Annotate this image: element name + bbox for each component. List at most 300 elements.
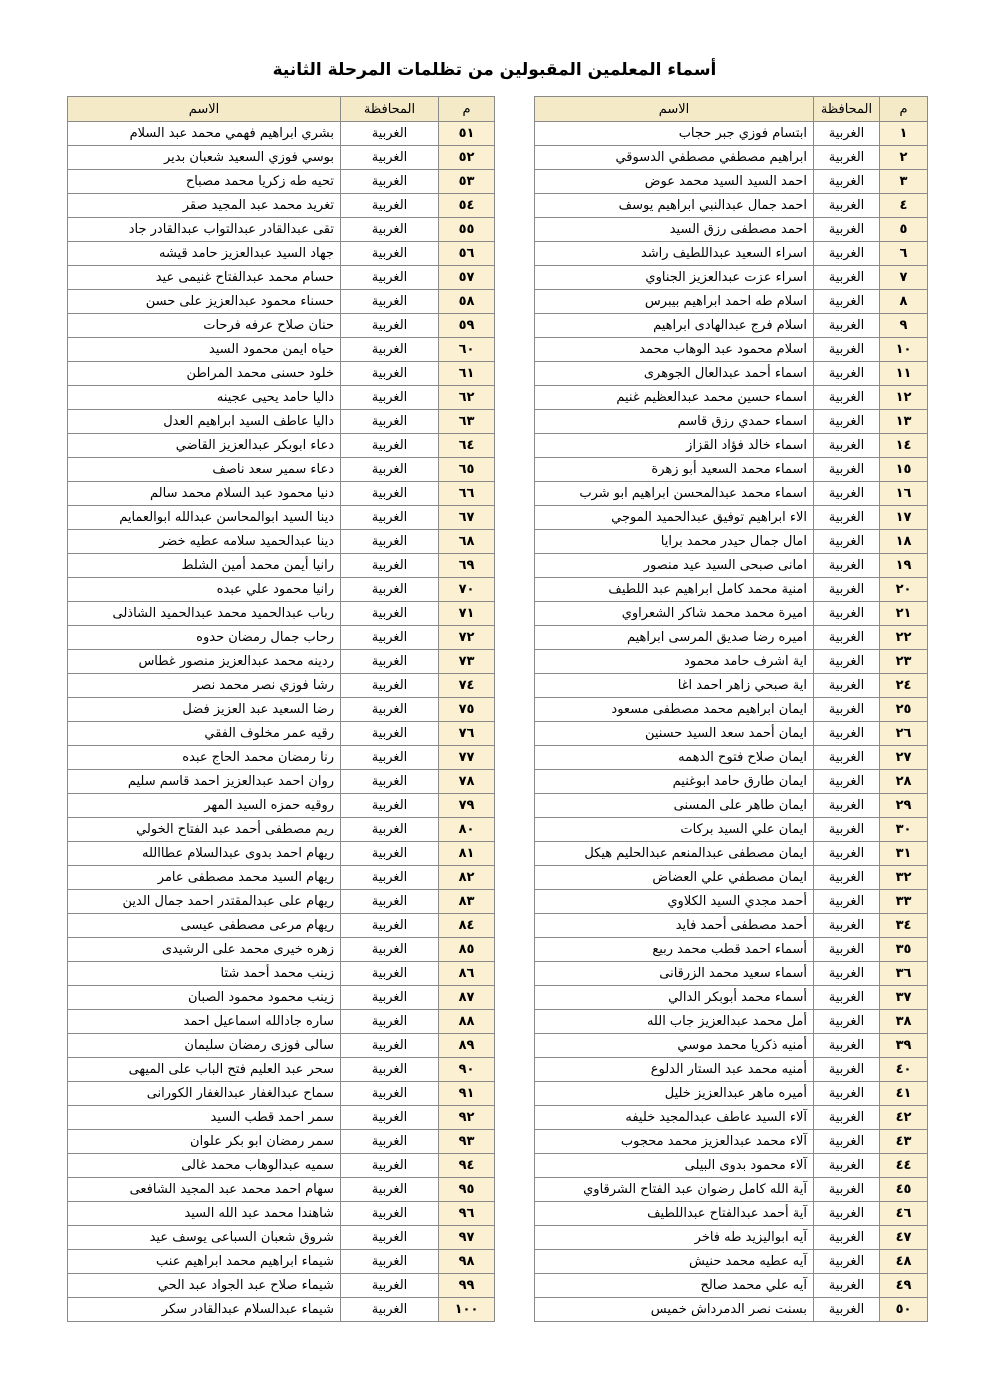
row-name: اسماء حسين محمد عبدالعظيم غنيم xyxy=(535,386,814,410)
row-number: ٥٠ xyxy=(880,1298,928,1322)
row-number: ٣٦ xyxy=(880,962,928,986)
table-row xyxy=(68,794,495,818)
row-governorate: الغربية xyxy=(341,626,439,650)
row-number: ٥٥ xyxy=(439,218,495,242)
row-name: اسماء خالد فؤاد القزاز xyxy=(535,434,814,458)
row-governorate: الغربية xyxy=(814,1154,880,1178)
row-name: اسلام فرج عبدالهادى ابراهيم xyxy=(535,314,814,338)
row-name: ايمان علي السيد بركات xyxy=(535,818,814,842)
row-name: بوسي فوزي السعيد شعبان بدير xyxy=(68,146,341,170)
table-row xyxy=(68,362,495,386)
table-row xyxy=(535,386,928,410)
row-governorate: الغربية xyxy=(341,530,439,554)
row-governorate: الغربية xyxy=(814,290,880,314)
table-body-right xyxy=(535,122,928,1322)
table-row xyxy=(535,962,928,986)
row-number: ٦٧ xyxy=(439,506,495,530)
row-number: ٧٢ xyxy=(439,626,495,650)
row-number: ٥٦ xyxy=(439,242,495,266)
row-governorate: الغربية xyxy=(341,386,439,410)
row-number: ١٢ xyxy=(880,386,928,410)
row-governorate: الغربية xyxy=(341,242,439,266)
row-number: ٤ xyxy=(880,194,928,218)
row-governorate: الغربية xyxy=(814,770,880,794)
table-row xyxy=(68,434,495,458)
row-governorate: الغربية xyxy=(341,794,439,818)
table-row xyxy=(535,530,928,554)
table-row xyxy=(68,1130,495,1154)
row-name: روقيه حمزه السيد المهر xyxy=(68,794,341,818)
row-name: سحر عبد العليم فتح الباب على الميهى xyxy=(68,1058,341,1082)
row-number: ٣٧ xyxy=(880,986,928,1010)
row-number: ٤٤ xyxy=(880,1154,928,1178)
row-governorate: الغربية xyxy=(341,146,439,170)
row-name: امال جمال حيدر محمد برايا xyxy=(535,530,814,554)
row-governorate: الغربية xyxy=(341,914,439,938)
row-name: رنا رمضان محمد الحاج عبده xyxy=(68,746,341,770)
row-name: ابراهيم مصطفي مصطفي الدسوقي xyxy=(535,146,814,170)
row-number: ٨٥ xyxy=(439,938,495,962)
table-row xyxy=(68,1298,495,1322)
row-name: اسلام محمود عبد الوهاب محمد xyxy=(535,338,814,362)
table-row xyxy=(68,626,495,650)
table-row xyxy=(68,1226,495,1250)
table-row xyxy=(68,578,495,602)
row-name: رضا السعيد عبد العزيز فضل xyxy=(68,698,341,722)
table-row xyxy=(535,602,928,626)
table-row xyxy=(535,1226,928,1250)
row-governorate: الغربية xyxy=(341,554,439,578)
row-name: ريهام احمد بدوى عبدالسلام عطاالله xyxy=(68,842,341,866)
row-number: ٩٧ xyxy=(439,1226,495,1250)
row-name: اسماء أحمد عبدالعال الجوهرى xyxy=(535,362,814,386)
row-name: سميه عبدالوهاب محمد غالى xyxy=(68,1154,341,1178)
row-number: ٦٩ xyxy=(439,554,495,578)
table-row xyxy=(68,722,495,746)
row-governorate: الغربية xyxy=(814,650,880,674)
row-name: ايمان أحمد سعد السيد حسنين xyxy=(535,722,814,746)
row-name: اسماء حمدي رزق قاسم xyxy=(535,410,814,434)
row-name: رقيه عمر مخلوف الفقي xyxy=(68,722,341,746)
row-number: ٨٤ xyxy=(439,914,495,938)
row-governorate: الغربية xyxy=(341,650,439,674)
names-table-right xyxy=(534,96,928,1322)
row-name: أحمد مجدي السيد الكلاوي xyxy=(535,890,814,914)
row-governorate: الغربية xyxy=(341,482,439,506)
table-row xyxy=(535,1058,928,1082)
row-number: ٥٤ xyxy=(439,194,495,218)
table-row xyxy=(535,1274,928,1298)
row-name: حياه ايمن محمود السيد xyxy=(68,338,341,362)
row-governorate: الغربية xyxy=(341,218,439,242)
row-name: احمد السيد السيد محمد عوض xyxy=(535,170,814,194)
row-governorate: الغربية xyxy=(814,962,880,986)
row-governorate: الغربية xyxy=(814,506,880,530)
row-number: ٨٨ xyxy=(439,1010,495,1034)
row-name: آلاء محمود بدوى البيلى xyxy=(535,1154,814,1178)
row-number: ٤٢ xyxy=(880,1106,928,1130)
row-governorate: الغربية xyxy=(341,890,439,914)
table-row xyxy=(68,458,495,482)
row-number: ٥٧ xyxy=(439,266,495,290)
row-number: ٤٣ xyxy=(880,1130,928,1154)
row-governorate: الغربية xyxy=(341,866,439,890)
row-number: ١١ xyxy=(880,362,928,386)
table-row xyxy=(68,194,495,218)
table-row xyxy=(535,1298,928,1322)
row-name: الاء ابراهيم توفيق عبدالحميد الموجي xyxy=(535,506,814,530)
row-governorate: الغربية xyxy=(814,578,880,602)
row-number: ٩٤ xyxy=(439,1154,495,1178)
row-name: أسماء سعيد محمد الزرقانى xyxy=(535,962,814,986)
row-number: ٢٧ xyxy=(880,746,928,770)
table-row xyxy=(535,122,928,146)
table-row xyxy=(68,530,495,554)
row-governorate: الغربية xyxy=(814,794,880,818)
row-governorate: الغربية xyxy=(814,1178,880,1202)
table-row xyxy=(535,146,928,170)
table-row xyxy=(535,650,928,674)
row-name: آية الله كامل رضوان عبد الفتاح الشرقاوي xyxy=(535,1178,814,1202)
row-name: بشري ابراهيم فهمي محمد عبد السلام xyxy=(68,122,341,146)
row-name: ايمان طارق حامد ابوغنيم xyxy=(535,770,814,794)
row-governorate: الغربية xyxy=(814,434,880,458)
table-row xyxy=(535,698,928,722)
table-row xyxy=(68,1178,495,1202)
row-name: سماح عبدالغفار عبدالغفار الكورانى xyxy=(68,1082,341,1106)
row-governorate: الغربية xyxy=(814,986,880,1010)
row-governorate: الغربية xyxy=(814,218,880,242)
table-row xyxy=(535,554,928,578)
header-governorate: المحافظة xyxy=(341,97,439,122)
row-number: ٣٥ xyxy=(880,938,928,962)
row-governorate: الغربية xyxy=(341,338,439,362)
table-row xyxy=(535,890,928,914)
row-governorate: الغربية xyxy=(814,410,880,434)
row-number: ٩٥ xyxy=(439,1178,495,1202)
row-number: ٨٦ xyxy=(439,962,495,986)
table-row xyxy=(535,626,928,650)
row-name: ايمان مصطفي علي العضاض xyxy=(535,866,814,890)
row-number: ٩١ xyxy=(439,1082,495,1106)
row-number: ٧١ xyxy=(439,602,495,626)
row-governorate: الغربية xyxy=(341,1202,439,1226)
row-number: ٤٨ xyxy=(880,1250,928,1274)
row-number: ٦٦ xyxy=(439,482,495,506)
row-name: شيماء صلاح عبد الجواد عبد الحي xyxy=(68,1274,341,1298)
row-name: أمنيه محمد عبد الستار الدلوع xyxy=(535,1058,814,1082)
row-name: ايمان مصطفى عبدالمنعم عبدالحليم هيكل xyxy=(535,842,814,866)
row-name: شاهندا محمد عبد الله السيد xyxy=(68,1202,341,1226)
row-governorate: الغربية xyxy=(341,698,439,722)
row-governorate: الغربية xyxy=(814,1250,880,1274)
row-name: تغريد محمد عبد المجيد صقر xyxy=(68,194,341,218)
row-name: رشا فوزي نصر محمد نصر xyxy=(68,674,341,698)
table-row xyxy=(68,602,495,626)
row-governorate: الغربية xyxy=(341,770,439,794)
row-governorate: الغربية xyxy=(341,506,439,530)
row-governorate: الغربية xyxy=(341,578,439,602)
table-row xyxy=(535,1202,928,1226)
row-number: ٧٥ xyxy=(439,698,495,722)
row-name: رباب عبدالحميد محمد عبدالحميد الشاذلى xyxy=(68,602,341,626)
table-row xyxy=(68,554,495,578)
row-governorate: الغربية xyxy=(341,1298,439,1322)
row-number: ١٥ xyxy=(880,458,928,482)
table-row xyxy=(535,1034,928,1058)
table-row xyxy=(535,242,928,266)
row-number: ٦٠ xyxy=(439,338,495,362)
row-governorate: الغربية xyxy=(341,602,439,626)
table-row xyxy=(535,986,928,1010)
row-number: ٥٩ xyxy=(439,314,495,338)
row-number: ٣٨ xyxy=(880,1010,928,1034)
row-governorate: الغربية xyxy=(341,194,439,218)
table-row xyxy=(535,938,928,962)
row-governorate: الغربية xyxy=(341,818,439,842)
row-number: ٢٥ xyxy=(880,698,928,722)
row-governorate: الغربية xyxy=(341,1178,439,1202)
row-number: ٤٦ xyxy=(880,1202,928,1226)
row-governorate: الغربية xyxy=(814,1226,880,1250)
row-number: ٢٢ xyxy=(880,626,928,650)
row-number: ٤٩ xyxy=(880,1274,928,1298)
table-row xyxy=(535,482,928,506)
row-number: ٣٩ xyxy=(880,1034,928,1058)
row-name: دينا عبدالحميد سلامه عطيه خضر xyxy=(68,530,341,554)
table-row xyxy=(535,1250,928,1274)
row-number: ١٠٠ xyxy=(439,1298,495,1322)
row-name: أمل محمد عبدالعزيز جاب الله xyxy=(535,1010,814,1034)
table-row xyxy=(68,1250,495,1274)
table-row xyxy=(535,1130,928,1154)
row-number: ٩٢ xyxy=(439,1106,495,1130)
table-header-row xyxy=(68,97,495,122)
table-row xyxy=(535,1010,928,1034)
row-name: داليا عاطف السيد ابراهيم العدل xyxy=(68,410,341,434)
row-name: ايمان طاهر على المسنى xyxy=(535,794,814,818)
table-row xyxy=(68,146,495,170)
row-number: ١٣ xyxy=(880,410,928,434)
row-governorate: الغربية xyxy=(814,482,880,506)
row-governorate: الغربية xyxy=(341,962,439,986)
table-row xyxy=(68,674,495,698)
table-row xyxy=(535,194,928,218)
table-row xyxy=(68,290,495,314)
table-row xyxy=(535,746,928,770)
row-governorate: الغربية xyxy=(341,410,439,434)
table-row xyxy=(535,842,928,866)
row-governorate: الغربية xyxy=(814,122,880,146)
table-row xyxy=(68,1034,495,1058)
table-row xyxy=(535,434,928,458)
row-number: ٢٩ xyxy=(880,794,928,818)
names-table-left xyxy=(67,96,495,1322)
row-governorate: الغربية xyxy=(814,842,880,866)
header-governorate: المحافظة xyxy=(814,97,880,122)
table-row xyxy=(68,410,495,434)
row-number: ٦٨ xyxy=(439,530,495,554)
row-number: ٢٨ xyxy=(880,770,928,794)
row-governorate: الغربية xyxy=(341,1226,439,1250)
row-name: رحاب جمال رمضان حدوه xyxy=(68,626,341,650)
table-row xyxy=(535,266,928,290)
row-governorate: الغربية xyxy=(341,458,439,482)
row-governorate: الغربية xyxy=(814,458,880,482)
row-number: ٥ xyxy=(880,218,928,242)
row-name: ايمان صلاح فتوح الدهمه xyxy=(535,746,814,770)
row-name: دنيا محمود عبد السلام محمد سالم xyxy=(68,482,341,506)
row-name: آيه عطيه محمد حنيش xyxy=(535,1250,814,1274)
row-number: ٢٠ xyxy=(880,578,928,602)
row-number: ٧٣ xyxy=(439,650,495,674)
table-row xyxy=(68,770,495,794)
row-governorate: الغربية xyxy=(814,1202,880,1226)
row-governorate: الغربية xyxy=(814,1034,880,1058)
row-number: ٩٠ xyxy=(439,1058,495,1082)
row-number: ٢٣ xyxy=(880,650,928,674)
row-name: تحيه طه زكريا محمد مصباح xyxy=(68,170,341,194)
row-number: ٧٩ xyxy=(439,794,495,818)
row-number: ٨٢ xyxy=(439,866,495,890)
row-governorate: الغربية xyxy=(814,242,880,266)
table-row xyxy=(535,338,928,362)
row-name: آيه ابواليزيد طه فاخر xyxy=(535,1226,814,1250)
table-row xyxy=(68,818,495,842)
row-name: حسناء محمود عبدالعزيز على حسن xyxy=(68,290,341,314)
row-governorate: الغربية xyxy=(341,722,439,746)
table-row xyxy=(68,314,495,338)
table-row xyxy=(68,1154,495,1178)
table-row xyxy=(68,890,495,914)
row-name: سمر رمضان ابو بكر علوان xyxy=(68,1130,341,1154)
table-row xyxy=(68,1274,495,1298)
row-name: اسماء محمد عبدالمحسن ابراهيم ابو شرب xyxy=(535,482,814,506)
row-name: احمد جمال عبدالنبي ابراهيم يوسف xyxy=(535,194,814,218)
row-governorate: الغربية xyxy=(814,722,880,746)
row-name: دعاء ابوبكر عبدالعزيز القاضي xyxy=(68,434,341,458)
row-governorate: الغربية xyxy=(341,122,439,146)
row-name: حسام محمد عبدالفتاح غنيمى عيد xyxy=(68,266,341,290)
row-governorate: الغربية xyxy=(814,890,880,914)
table-row xyxy=(68,266,495,290)
row-governorate: الغربية xyxy=(341,290,439,314)
row-number: ٦٥ xyxy=(439,458,495,482)
row-number: ٢٦ xyxy=(880,722,928,746)
row-number: ٣٠ xyxy=(880,818,928,842)
row-number: ٩٣ xyxy=(439,1130,495,1154)
table-row xyxy=(68,482,495,506)
row-governorate: الغربية xyxy=(814,386,880,410)
row-number: ١٠ xyxy=(880,338,928,362)
row-name: ردينه محمد عبدالعزيز منصور غطاس xyxy=(68,650,341,674)
row-governorate: الغربية xyxy=(814,674,880,698)
row-number: ٤٧ xyxy=(880,1226,928,1250)
table-row xyxy=(68,698,495,722)
row-governorate: الغربية xyxy=(814,1058,880,1082)
row-name: ابتسام فوزي جبر حجاب xyxy=(535,122,814,146)
row-number: ١ xyxy=(880,122,928,146)
row-name: حنان صلاح عرفه فرحات xyxy=(68,314,341,338)
row-governorate: الغربية xyxy=(814,554,880,578)
row-number: ٥١ xyxy=(439,122,495,146)
table-row xyxy=(535,1154,928,1178)
row-governorate: الغربية xyxy=(341,1274,439,1298)
header-name: الاسم xyxy=(68,97,341,122)
row-number: ٩٦ xyxy=(439,1202,495,1226)
row-name: أمنيه ذكريا محمد موسي xyxy=(535,1034,814,1058)
row-governorate: الغربية xyxy=(814,1106,880,1130)
table-row xyxy=(68,122,495,146)
row-number: ٧٨ xyxy=(439,770,495,794)
row-name: سهام احمد محمد عبد المجيد الشافعى xyxy=(68,1178,341,1202)
row-governorate: الغربية xyxy=(814,314,880,338)
row-governorate: الغربية xyxy=(814,698,880,722)
row-governorate: الغربية xyxy=(341,938,439,962)
row-name: أميره ماهر عبدالعزيز خليل xyxy=(535,1082,814,1106)
row-governorate: الغربية xyxy=(341,314,439,338)
row-governorate: الغربية xyxy=(814,338,880,362)
row-name: آية أحمد عبدالفتاح عبداللطيف xyxy=(535,1202,814,1226)
row-number: ٨٩ xyxy=(439,1034,495,1058)
row-governorate: الغربية xyxy=(814,146,880,170)
row-name: سالى فوزى رمضان سليمان xyxy=(68,1034,341,1058)
table-row xyxy=(535,818,928,842)
row-number: ٣ xyxy=(880,170,928,194)
row-number: ٥٣ xyxy=(439,170,495,194)
row-name: بسنت نصر الدمرداش خميس xyxy=(535,1298,814,1322)
row-name: ساره جادالله اسماعيل احمد xyxy=(68,1010,341,1034)
row-number: ٨٧ xyxy=(439,986,495,1010)
row-name: زهره خيرى محمد على الرشيدى xyxy=(68,938,341,962)
row-governorate: الغربية xyxy=(341,170,439,194)
row-number: ٣٢ xyxy=(880,866,928,890)
table-row xyxy=(535,1178,928,1202)
table-row xyxy=(535,674,928,698)
table-row xyxy=(68,842,495,866)
row-name: روان احمد عبدالعزيز احمد قاسم سليم xyxy=(68,770,341,794)
row-number: ٤١ xyxy=(880,1082,928,1106)
row-governorate: الغربية xyxy=(814,266,880,290)
row-name: رانيا أيمن محمد أمين الشلط xyxy=(68,554,341,578)
row-governorate: الغربية xyxy=(814,938,880,962)
row-governorate: الغربية xyxy=(814,914,880,938)
table-row xyxy=(68,1202,495,1226)
table-body-left xyxy=(68,122,495,1322)
row-name: أسماء احمد قطب محمد ربيع xyxy=(535,938,814,962)
row-name: اسماء محمد السعيد أبو زهرة xyxy=(535,458,814,482)
table-row xyxy=(68,914,495,938)
row-number: ٦٣ xyxy=(439,410,495,434)
row-number: ٤٥ xyxy=(880,1178,928,1202)
row-governorate: الغربية xyxy=(341,746,439,770)
table-row xyxy=(535,1106,928,1130)
table-row xyxy=(68,218,495,242)
row-name: اميرة محمد محمد شاكر الشعراوي xyxy=(535,602,814,626)
row-name: شيماء ابراهيم محمد ابراهيم عنب xyxy=(68,1250,341,1274)
row-name: اسلام طه احمد ابراهيم بيبرس xyxy=(535,290,814,314)
table-row xyxy=(68,338,495,362)
row-number: ٥٨ xyxy=(439,290,495,314)
row-name: تقى عبدالقادر عبدالتواب عبدالقادر جاد xyxy=(68,218,341,242)
row-number: ٢٤ xyxy=(880,674,928,698)
table-row xyxy=(68,746,495,770)
row-governorate: الغربية xyxy=(341,362,439,386)
row-name: آلاء محمد عبدالعزيز محمد محجوب xyxy=(535,1130,814,1154)
table-row xyxy=(535,866,928,890)
table-row xyxy=(535,362,928,386)
row-number: ١٦ xyxy=(880,482,928,506)
